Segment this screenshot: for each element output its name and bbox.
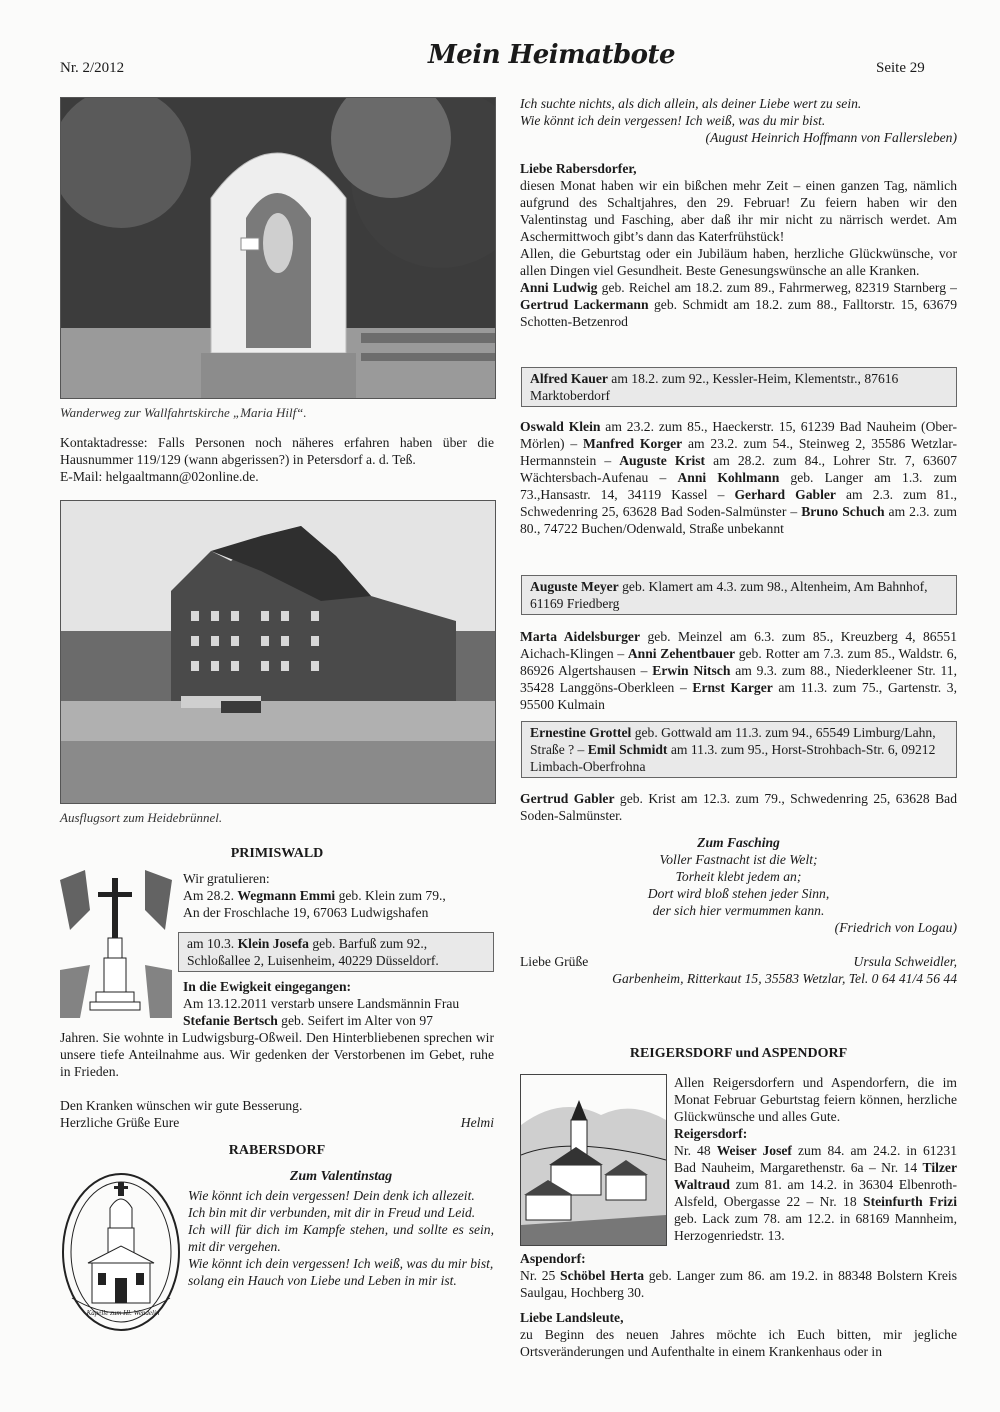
reigersdorf-birthdays [674,1142,957,1244]
obituary-text: Jahren. Sie wohnte in Ludwigsburg-Oßweil. Den Hinterbliebenen sprechen wir unsere tiefe Anteilnahme aus. Wir gedenken der Verstorbenen im Gebet, ruhe in Frieden. [60,1030,494,1079]
letter-intro2: Allen, die Geburtstag oder ein Jubiläum haben, herzliche Glückwünsche, vor allen Dingen viel Gesundheit. Beste Genesungswünsche an alle Kranken. [520,246,957,278]
birthday-paragraph [520,279,957,330]
masthead-title: Mein Heimatbote [428,40,676,70]
signature: Helmi [460,1115,494,1130]
detail-text: geb. Klein zum 79., [335,888,446,903]
author-name: Ursula Schweidler, [853,954,957,969]
birthday-paragraph-3 [520,628,957,713]
detail-text: geb. Rotter am 7.3. zum 85., Waldstr. 6, 86926 Algertshausen – [520,646,957,678]
name-text: Ernst Karger [692,680,773,695]
fasching-author: (Friedrich von Logau) [834,920,957,935]
detail-text: geb. Meinzel am 6.3. zum 85., Kreuzberg 4, 86551 Aichach-Klingen – [520,629,957,661]
name-text: Marta Aidelsburger [520,629,640,644]
name-text: Bruno Schuch [801,504,885,519]
name-text: Anni Kohlmann [677,470,780,485]
section-title-rabersdorf: RABERSDORF [228,1143,326,1158]
detail-text: geb. Krist am 12.3. zum 79., Schwedenring 25, 63628 Bad Soden-Salmünster. [520,791,957,823]
subheading-reigersdorf: Reigersdorf: [674,1126,748,1141]
reigersdorf-intro [674,1074,957,1244]
detail-text: am 23.2. zum 54., Steinweg 2, 35586 Wetzlar-Hermannstein – [520,436,958,468]
poem-line: Torheit klebt jedem an; [675,869,802,884]
poem-line: Ich bin mit dir verbunden, mit dir in Freud und Leid. [188,1205,476,1220]
section-title-reigersdorf: REIGERSDORF und ASPENDORF [629,1046,848,1061]
cross-monument-drawing [60,870,172,1018]
detail-text: geb. Lack zum 78. am 12.2. in 68169 Mannheim, Herzogenriedstr. 13. [674,1211,957,1243]
detail-text: geb. Klamert am 4.3. zum 98., Altenheim, Am Bahnhof, 61169 Friedberg [530,579,928,611]
chapel-drawing [60,1168,182,1333]
photo1-caption: Wanderweg zur Wallfahrtskirche „Maria Hilf“. [60,405,307,420]
birthday-paragraph-2 [520,418,957,537]
poem-line: Ich suchte nichts, als dich allein, als deiner Liebe wert zu sein. [520,96,862,111]
detail-text: am 11.3. zum 95., Horst-Strohbach-Str. 6, 09212 Limbach-Oberfrohna [530,742,936,774]
birthday-klein [187,935,485,952]
name-text: Klein Josefa [237,936,309,951]
fasching-poem [520,834,957,936]
subheading-aspendorf: Aspendorf: [520,1251,586,1266]
detail-text: am 28.2. zum 84., Lohrer Str. 7, 63607 Wächtersbach-Aufenau – [520,453,958,485]
detail-text: Nr. 48 [674,1143,717,1158]
letter-intro: diesen Monat haben wir ein bißchen mehr Zeit – einen ganzen Tag, nämlich aufgrund des Schaltjahres, den 29. Februar! Zu feiern haben wir den Valentinstag und Fasching, aber daß ihr mir nicht zu närrisch werdet. Am Aschermittwoch gibt’s dann das Katerfrühstück! [520,178,957,244]
obituary-line2 [183,1012,493,1029]
birthday-box-grottel [521,721,957,778]
date-text: Am 28.2. [183,888,238,903]
detail-text: am 2.3. zum 80., 74722 Buchen/Odenwald, Straße unbekannt [520,504,957,536]
photo2-caption: Ausflugsort zum Heidebrünnel. [60,810,223,825]
birthday-paragraph-4 [520,790,957,824]
detail-text: geb. Seifert im Alter von 97 [277,1013,433,1028]
valentine-subtitle: Zum Valentinstag [289,1169,393,1184]
birthday-box-kauer [521,367,957,407]
name-text: Stefanie Bertsch [183,1013,278,1028]
contact-paragraph: Kontaktadresse: Falls Personen noch näheres erfahren haben über die Hausnummer 119/129 (wann abgerissen?) in Petersdorf a. d. Teß. [60,435,494,467]
detail-text: am 11.3. zum 75., Gartenstr. 3, 95500 Kulmain [520,680,957,712]
aspendorf-birthdays [520,1267,957,1301]
congrats-heading: Wir gratulieren: [183,871,270,886]
get-well-text: Den Kranken wünschen wir gute Besserung. [60,1098,303,1113]
poem-line: Ich will für dich im Kampfe stehen, und sollte es sein, mit dir vergehen. [188,1222,494,1254]
closing-line [520,953,957,970]
address-klein: Schloßallee 2, Luisenheim, 40229 Düsseldorf. [187,953,439,968]
name-text: Gerhard Gabler [734,487,836,502]
photo-wayside-shrine [60,97,496,399]
detail-text: am 9.3. zum 88., Niederkleener Str. 11, 35428 Langgöns-Oberkleen – [520,663,957,695]
name-text: Emil Schmidt [587,742,668,757]
contact-text [60,434,494,485]
aspendorf-section [520,1250,957,1360]
primiswald-congrats [183,870,493,921]
name-text: Wegmann Emmi [237,888,336,903]
rabersdorf-letter [520,160,957,330]
poem-line: Wie könnt ich dein vergessen! Ich weiß, was du mir bist, [188,1256,494,1271]
poem-line: solang ein Hauch von Liebe und Leben in mir ist. [188,1273,457,1288]
birthday-wegmann [183,887,493,904]
detail-text: am 2.3. zum 81., Schwedenring 25, 63628 Bad Soden-Salmünster – [520,487,958,519]
author-address: Garbenheim, Ritterkaut 15, 35583 Wetzlar, Tel. 0 64 41/4 56 44 [612,971,957,986]
date-text: am 10.3. [187,936,238,951]
name-text: Alfred Kauer [530,371,608,386]
name-text: Steinfurth Frizi [863,1194,957,1209]
poem-line: Voller Fastnacht ist die Welt; [659,852,818,867]
detail-text: geb. Langer zum 86. am 19.2. in 88348 Bolstern Kreis Saulgau, Hochberg 30. [520,1268,958,1300]
landsleute-text: zu Beginn des neuen Jahres möchte ich Euch bitten, mir jegliche Ortsveränderungen und Aufenthalte in einem Krankenhaus oder in [520,1327,957,1359]
obituary-line1: Am 13.12.2011 verstarb unsere Landsmännin Frau [183,996,460,1011]
name-text: Anni Zehentbauer [627,646,736,661]
contact-email: E-Mail: helgaaltmann@02online.de. [60,469,259,484]
name-text: Tilzer Waltraud [674,1160,957,1192]
birthday-box-meyer [521,575,957,615]
name-text: Manfred Korger [582,436,683,451]
detail-text: geb. Langer am 1.3. zum 73.,Hansastr. 14, 34119 Kassel – [520,470,957,502]
obituary-heading: In die Ewigkeit eingegangen: [183,979,352,994]
detail-text: geb. Gottwald am 11.3. zum 94., 65549 Limburg/Lahn, Straße ? – [530,725,936,757]
name-text: Gertrud Lackermann [520,297,649,312]
poem-line: Wie könnt ich dein vergessen! Ich weiß, was du mir bist. [520,113,826,128]
letter-greeting: Liebe Rabersdorfer, [520,161,637,176]
name-text: Auguste Meyer [530,579,619,594]
reigersdorf-intro-text: Allen Reigersdorfern und Aspendorfern, die im Monat Februar Geburtstag feiern können, herzliche Glückwünsche und alles Gute. [674,1075,957,1124]
poem-top [520,95,957,146]
detail-text: am 18.2. zum 92., Kessler-Heim, Klementstr., 87616 Marktoberdorf [530,371,899,403]
section-title-primiswald: PRIMISWALD [230,846,324,861]
valentine-poem [188,1187,494,1289]
name-text: Anni Ludwig [520,280,598,295]
detail-text: zum 81. am 14.2. in 36304 Elbenroth-Alsfeld, Obergasse 22 – Nr. 18 [674,1177,957,1209]
detail-text: am 23.2. zum 85., Haeckerstr. 15, 61239 Bad Nauheim (Ober-Mörlen) – [520,419,957,451]
poem-line: Dort wird bloß stehen jeder Sinn, [647,886,830,901]
subheading-landsleute: Liebe Landsleute, [520,1310,624,1325]
chapel-drawing-text: Kapelle zum Hl. Wendelin [86,1309,160,1317]
greeting-line [60,1114,494,1131]
photo-heidebruennel [60,500,496,804]
name-text: Erwin Nitsch [652,663,731,678]
poem-line: Wie könnt ich dein vergessen! Dein denk ich allezeit. [188,1188,475,1203]
name-text: Oswald Klein [520,419,601,434]
detail-text: geb. Schmidt am 18.2. zum 88., Falltorstr. 15, 63679 Schotten-Betzenrod [520,297,957,329]
detail-text: geb. Reichel am 18.2. zum 89., Fahrmerweg, 82319 Starnberg – [597,280,957,295]
name-text: Ernestine Grottel [530,725,632,740]
primiswald-closing [60,1097,494,1131]
name-text: Weiser Josef [716,1143,792,1158]
issue-number: Nr. 2/2012 [60,60,125,76]
obituary-intro [183,978,493,1029]
name-text: Schöbel Herta [560,1268,645,1283]
poem-line: der sich hier vermummen kann. [652,903,825,918]
village-drawing [520,1074,667,1246]
fasching-title: Zum Fasching [697,835,780,850]
closing-text: Liebe Grüße [520,954,589,969]
birthday-box-klein [178,932,494,972]
detail-text: zum 84. am 24.2. in 61231 Bad Nauheim, Margarethenstr. 6a – Nr. 14 [674,1143,957,1175]
name-text: Gertrud Gabler [520,791,615,806]
name-text: Auguste Krist [619,453,706,468]
address-wegmann: An der Froschlache 19, 67063 Ludwigshafen [183,905,429,920]
detail-text: Nr. 25 [520,1268,561,1283]
obituary-body [60,1029,494,1080]
greeting-text: Herzliche Grüße Eure [60,1115,180,1130]
page-number: Seite 29 [876,60,925,76]
closing-signature [520,953,957,987]
poem-author: (August Heinrich Hoffmann von Fallersleben) [705,130,957,145]
detail-text: geb. Barfuß zum 92., [308,936,428,951]
